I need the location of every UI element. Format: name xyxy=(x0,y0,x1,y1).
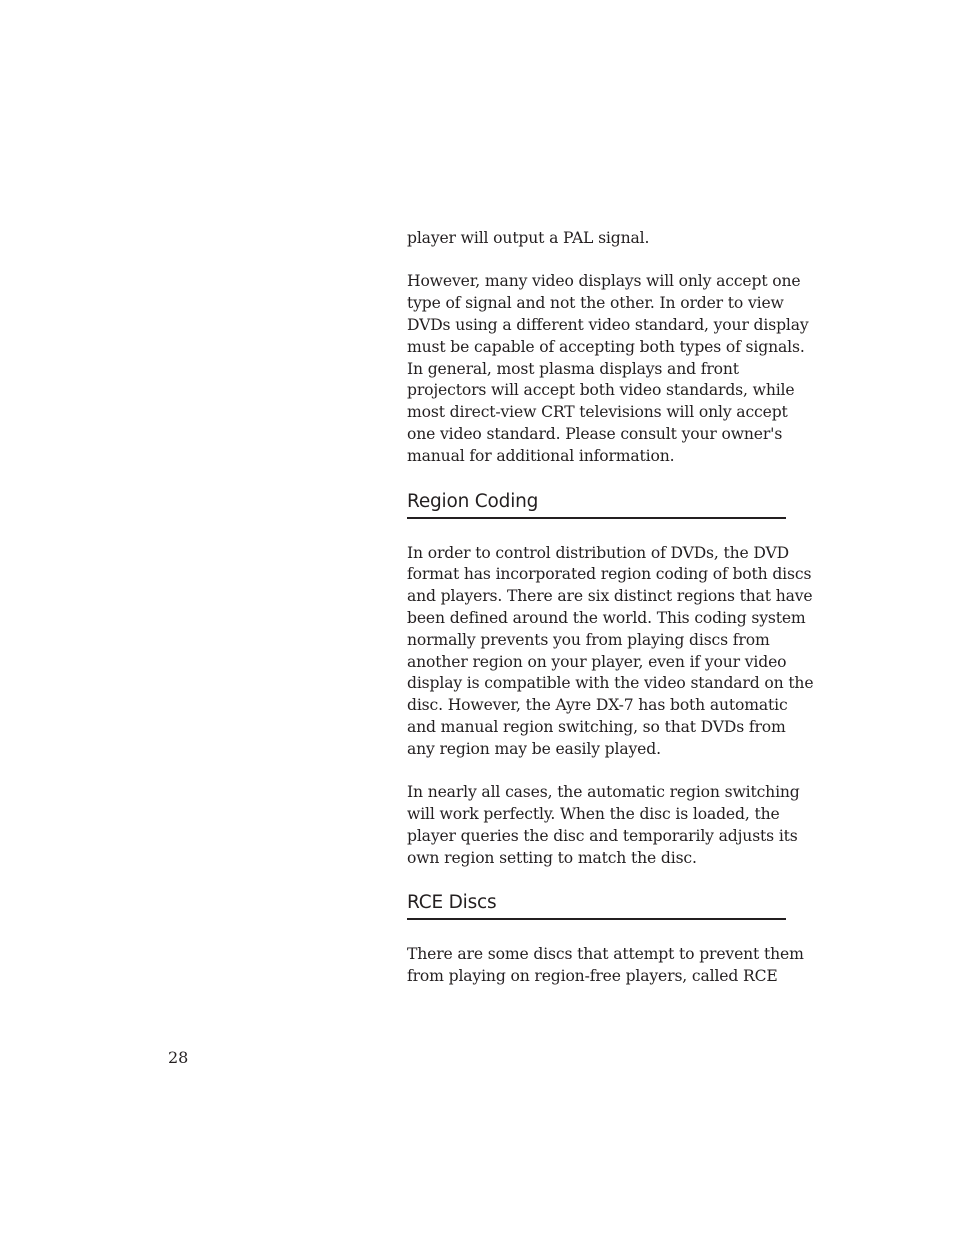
section-heading-region-coding: Region Coding xyxy=(407,490,786,519)
text-line: been defined around the world. This coding system xyxy=(407,608,806,627)
text-line: projectors will accept both video standards, while xyxy=(407,381,795,400)
text-line: and manual region switching, so that DVDs from xyxy=(407,717,786,736)
text-line: will work perfectly. When the disc is loaded, the xyxy=(407,804,780,823)
text-line: player will output a PAL signal. xyxy=(407,229,650,247)
paragraph-however xyxy=(407,271,809,467)
text-line: another region on your player, even if your video xyxy=(407,652,787,671)
text-line: player queries the disc and temporarily adjusts its xyxy=(407,826,798,845)
text-column xyxy=(407,228,814,988)
section-heading-rce-discs: RCE Discs xyxy=(407,891,786,920)
text-line: There are some discs that attempt to prevent them xyxy=(407,945,804,964)
text-line: own region setting to match the disc. xyxy=(407,848,697,867)
text-line: any region may be easily played. xyxy=(407,739,661,758)
text-line: In general, most plasma displays and front xyxy=(407,359,739,378)
text-line: disc. However, the Ayre DX-7 has both automatic xyxy=(407,696,788,715)
paragraph-auto-region xyxy=(407,782,800,869)
text-line: from playing on region-free players, called RCE xyxy=(407,967,778,986)
page-number: 28 xyxy=(168,1048,189,1067)
text-line: In nearly all cases, the automatic region switching xyxy=(407,783,800,802)
text-line: manual for additional information. xyxy=(407,446,675,465)
text-line: type of signal and not the other. In order to view xyxy=(407,294,784,313)
text-line: one video standard. Please consult your owner's xyxy=(407,424,783,443)
text-line: display is compatible with the video standard on the xyxy=(407,674,814,693)
text-line: format has incorporated region coding of both discs xyxy=(407,565,812,584)
text-line: DVDs using a different video standard, your display xyxy=(407,315,809,334)
text-line: In order to control distribution of DVDs, the DVD xyxy=(407,543,789,562)
text-line: must be capable of accepting both types of signals. xyxy=(407,337,805,356)
paragraph-rce-discs xyxy=(407,944,804,988)
paragraph-region-coding xyxy=(407,543,814,761)
text-line: and players. There are six distinct regions that have xyxy=(407,587,813,606)
text-line: However, many video displays will only accept one xyxy=(407,272,801,291)
text-line: normally prevents you from playing discs from xyxy=(407,630,770,649)
paragraph-intro xyxy=(407,228,786,250)
text-line: most direct-view CRT televisions will only accept xyxy=(407,403,788,422)
